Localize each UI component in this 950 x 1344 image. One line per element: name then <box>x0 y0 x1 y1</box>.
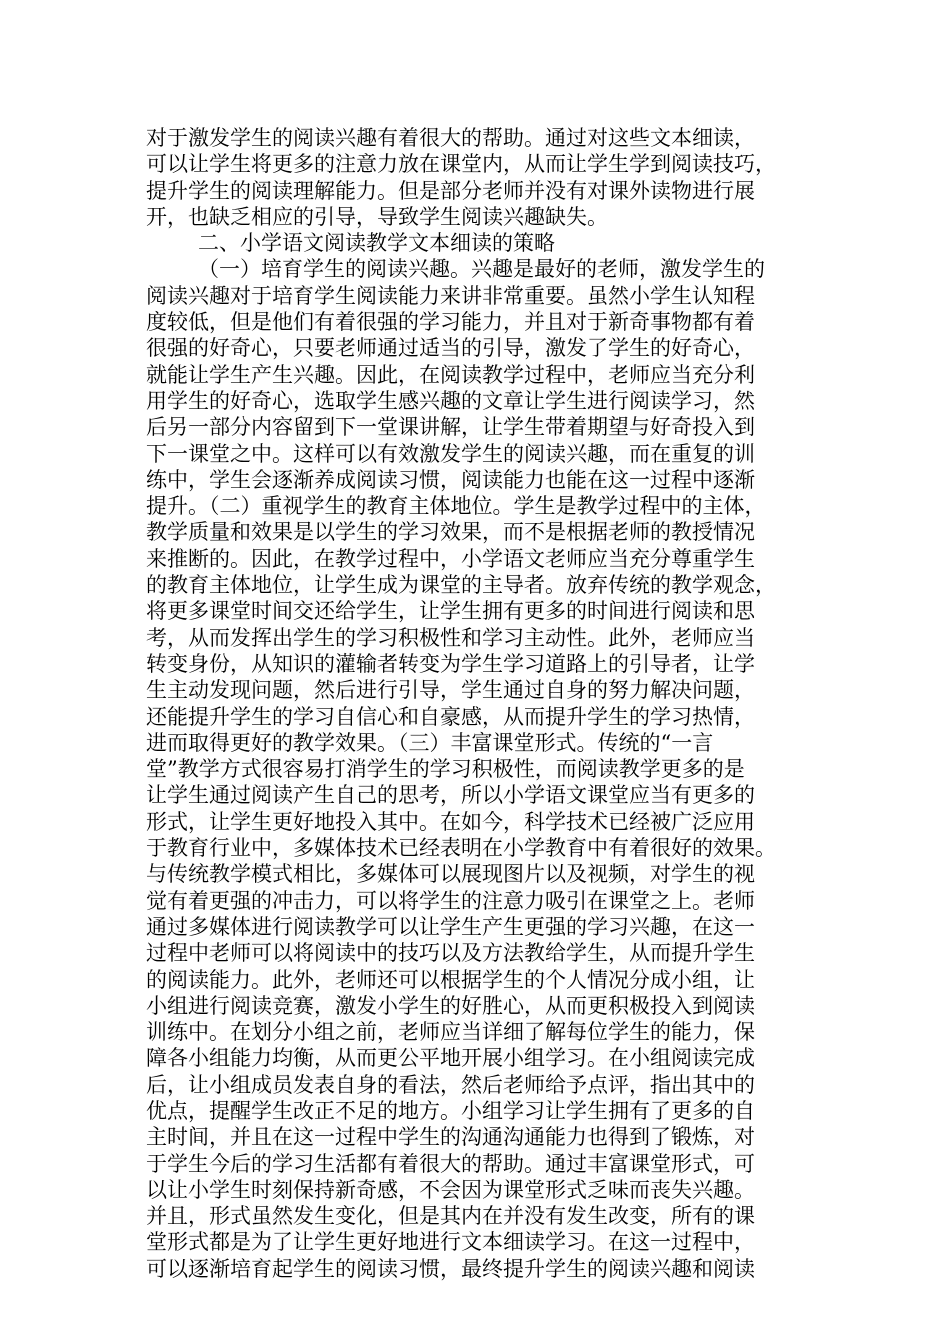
text-line: 形式，让学生更好地投入其中。在如今，科学技术已经被广泛应用 <box>146 809 755 834</box>
text-line: 考，从而发挥出学生的学习积极性和学习主动性。此外，老师应当 <box>146 625 755 650</box>
text-line: 堂形式都是为了让学生更好地进行文本细读学习。在这一过程中， <box>146 1230 755 1255</box>
text-line: 还能提升学生的学习自信心和自豪感，从而提升学生的学习热情， <box>146 704 755 729</box>
text-line: 堂”教学方式很容易打消学生的学习积极性，而阅读教学更多的是 <box>146 757 745 782</box>
text-line: 以让小学生时刻保持新奇感，不会因为课堂形式乏味而丧失兴趣。 <box>146 1177 755 1202</box>
text-line: 通过多媒体进行阅读教学可以让学生产生更强的学习兴趣，在这一 <box>146 914 755 939</box>
text-line: 下一课堂之中。这样可以有效激发学生的阅读兴趣，而在重复的训 <box>146 441 755 466</box>
body-text <box>146 125 816 1282</box>
text-line: 于学生今后的学习生活都有着很大的帮助。通过丰富课堂形式，可 <box>146 1151 755 1176</box>
text-line: 后，让小组成员发表自身的看法，然后老师给予点评，指出其中的 <box>146 1072 755 1097</box>
text-line: 进而取得更好的教学效果。（三）丰富课堂形式。传统的“一言 <box>146 730 714 755</box>
text-line: 的阅读能力。此外，老师还可以根据学生的个人情况分成小组，让 <box>146 967 755 992</box>
text-line: 训练中。在划分小组之前，老师应当详细了解每位学生的能力，保 <box>146 1020 755 1045</box>
text-line: 让学生通过阅读产生自己的思考，所以小学语文课堂应当有更多的 <box>146 783 755 808</box>
text-line: 可以让学生将更多的注意力放在课堂内，从而让学生学到阅读技巧， <box>146 152 776 177</box>
text-line: 障各小组能力均衡，从而更公平地开展小组学习。在小组阅读完成 <box>146 1046 755 1071</box>
text-line: 将更多课堂时间交还给学生，让学生拥有更多的时间进行阅读和思 <box>146 599 755 624</box>
section-heading: 二、小学语文阅读教学文本细读的策略 <box>198 231 555 256</box>
text-line: 提升学生的阅读理解能力。但是部分老师并没有对课外读物进行展 <box>146 178 755 203</box>
text-line: 提升。（二）重视学生的教育主体地位。学生是教学过程中的主体， <box>146 494 766 519</box>
text-line: 的教育主体地位，让学生成为课堂的主导者。放弃传统的教学观念， <box>146 573 776 598</box>
text-line: 并且，形式虽然发生变化，但是其内在并没有发生改变，所有的课 <box>146 1204 755 1229</box>
text-line: 转变身份，从知识的灌输者转变为学生学习道路上的引导者，让学 <box>146 651 755 676</box>
text-line: 开，也缺乏相应的引导，导致学生阅读兴趣缺失。 <box>146 204 608 229</box>
text-line: 阅读兴趣对于培育学生阅读能力来讲非常重要。虽然小学生认知程 <box>146 283 755 308</box>
text-line: 用学生的好奇心，选取学生感兴趣的文章让学生进行阅读学习，然 <box>146 388 755 413</box>
text-line: 优点，提醒学生改正不足的地方。小组学习让学生拥有了更多的自 <box>146 1098 755 1123</box>
text-line: 与传统教学模式相比，多媒体可以展现图片以及视频，对学生的视 <box>146 862 755 887</box>
text-line: 就能让学生产生兴趣。因此，在阅读教学过程中，老师应当充分利 <box>146 362 755 387</box>
text-line: 练中，学生会逐渐养成阅读习惯，阅读能力也能在这一过程中逐渐 <box>146 467 755 492</box>
text-line: 过程中老师可以将阅读中的技巧以及方法教给学生，从而提升学生 <box>146 941 755 966</box>
text-line: 生主动发现问题，然后进行引导，学生通过自身的努力解决问题， <box>146 678 755 703</box>
text-line: 于教育行业中，多媒体技术已经表明在小学教育中有着很好的效果。 <box>146 836 776 861</box>
paragraph-start-line: （一）培育学生的阅读兴趣。兴趣是最好的老师，激发学生的 <box>198 257 765 282</box>
text-line: 对于激发学生的阅读兴趣有着很大的帮助。通过对这些文本细读， <box>146 126 755 150</box>
text-line: 教学质量和效果是以学生的学习效果，而不是根据老师的教授情况 <box>146 520 755 545</box>
text-line: 觉有着更强的冲击力，可以将学生的注意力吸引在课堂之上。老师 <box>146 888 755 913</box>
text-line: 很强的好奇心，只要老师通过适当的引导，激发了学生的好奇心， <box>146 336 755 361</box>
text-line: 后另一部分内容留到下一堂课讲解，让学生带着期望与好奇投入到 <box>146 415 755 440</box>
text-line: 度较低，但是他们有着很强的学习能力，并且对于新奇事物都有着 <box>146 310 755 335</box>
text-line: 可以逐渐培育起学生的阅读习惯，最终提升学生的阅读兴趣和阅读 <box>146 1256 755 1281</box>
text-line: 小组进行阅读竞赛，激发小学生的好胜心，从而更积极投入到阅读 <box>146 993 755 1018</box>
text-line: 来推断的。因此，在教学过程中，小学语文老师应当充分尊重学生 <box>146 546 755 571</box>
text-line: 主时间，并且在这一过程中学生的沟通沟通能力也得到了锻炼，对 <box>146 1125 755 1150</box>
